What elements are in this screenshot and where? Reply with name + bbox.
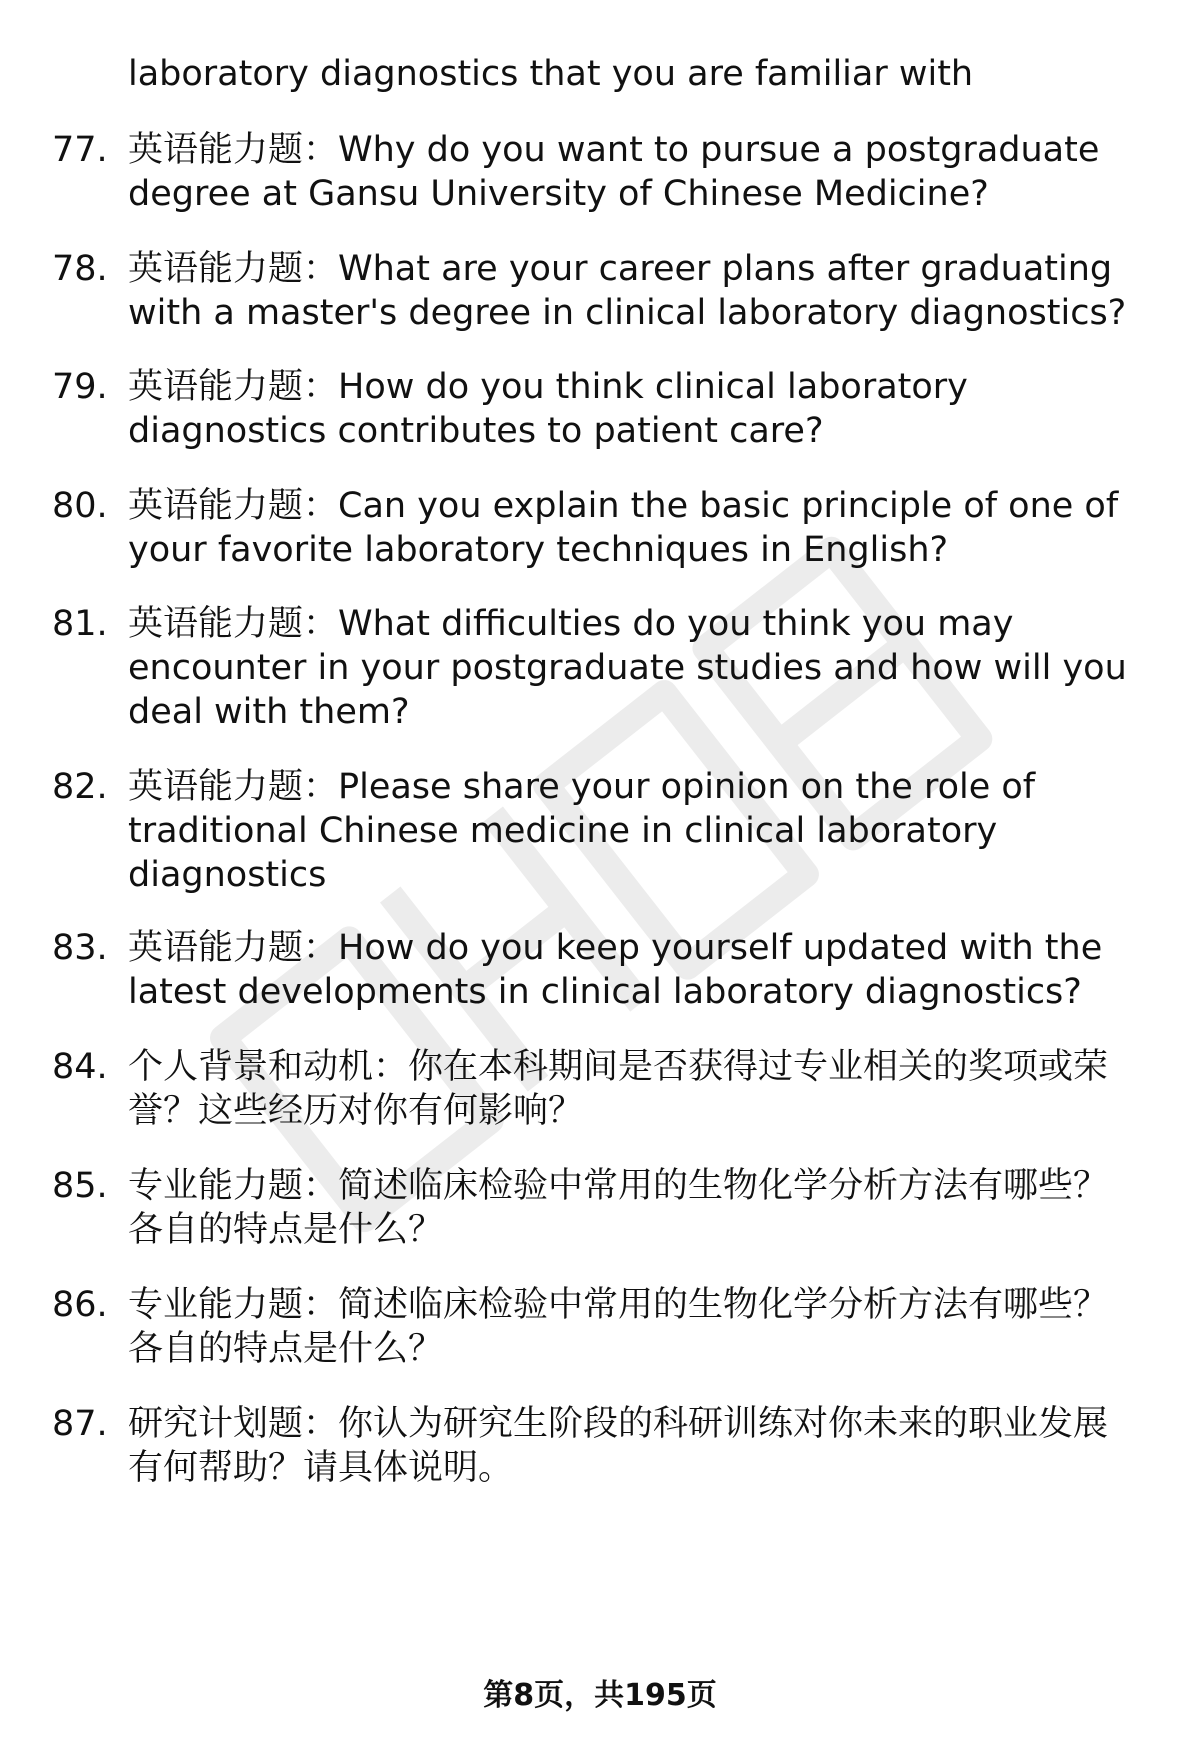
- item-line: laboratory diagnostics that you are familiar with: [128, 54, 974, 94]
- item-line: 各自的特点是什么？: [128, 1329, 444, 1369]
- item-line: 英语能力题：Can you explain the basic principle of one of: [128, 486, 1119, 526]
- item-number: 87.: [52, 1404, 108, 1444]
- item-line: 专业能力题：简述临床检验中常用的生物化学分析方法有哪些？: [128, 1166, 1109, 1206]
- item-line: 英语能力题：What are your career plans after graduating: [128, 249, 1113, 289]
- item-line: 各自的特点是什么？: [128, 1210, 444, 1250]
- item-line: 有何帮助？请具体说明。: [128, 1448, 514, 1488]
- item-line: 研究计划题：你认为研究生阶段的科研训练对你未来的职业发展: [128, 1404, 1109, 1444]
- item-line: 英语能力题：How do you keep yourself updated with the: [128, 928, 1103, 968]
- page-number-footer: 第8页，共195页: [483, 1678, 717, 1713]
- item-number: 82.: [52, 767, 108, 807]
- item-number: 78.: [52, 249, 108, 289]
- item-number: 84.: [52, 1047, 108, 1087]
- item-line: 誉？这些经历对你有何影响？: [128, 1091, 584, 1131]
- item-line: your favorite laboratory techniques in English?: [128, 530, 949, 570]
- item-line: diagnostics: [128, 855, 327, 895]
- item-line: 英语能力题：How do you think clinical laboratory: [128, 367, 968, 407]
- item-line: 个人背景和动机：你在本科期间是否获得过专业相关的奖项或荣: [128, 1047, 1109, 1087]
- item-line: latest developments in clinical laboratory diagnostics?: [128, 972, 1082, 1012]
- item-line: encounter in your postgraduate studies and how will you: [128, 648, 1127, 688]
- item-line: 英语能力题：What difficulties do you think you may: [128, 604, 1014, 644]
- item-number: 83.: [52, 928, 108, 968]
- item-number: 81.: [52, 604, 108, 644]
- item-number: 86.: [52, 1285, 108, 1325]
- item-number: 77.: [52, 130, 108, 170]
- item-line: degree at Gansu University of Chinese Medicine?: [128, 174, 989, 214]
- item-number: 79.: [52, 367, 108, 407]
- item-line: deal with them?: [128, 692, 410, 732]
- item-line: traditional Chinese medicine in clinical laboratory: [128, 811, 998, 851]
- item-line: 英语能力题：Please share your opinion on the role of: [128, 767, 1036, 807]
- item-line: diagnostics contributes to patient care?: [128, 411, 824, 451]
- item-line: 英语能力题：Why do you want to pursue a postgraduate: [128, 130, 1100, 170]
- item-line: with a master's degree in clinical laboratory diagnostics?: [128, 293, 1127, 333]
- item-number: 85.: [52, 1166, 108, 1206]
- item-line: 专业能力题：简述临床检验中常用的生物化学分析方法有哪些？: [128, 1285, 1109, 1325]
- item-number: 80.: [52, 486, 108, 526]
